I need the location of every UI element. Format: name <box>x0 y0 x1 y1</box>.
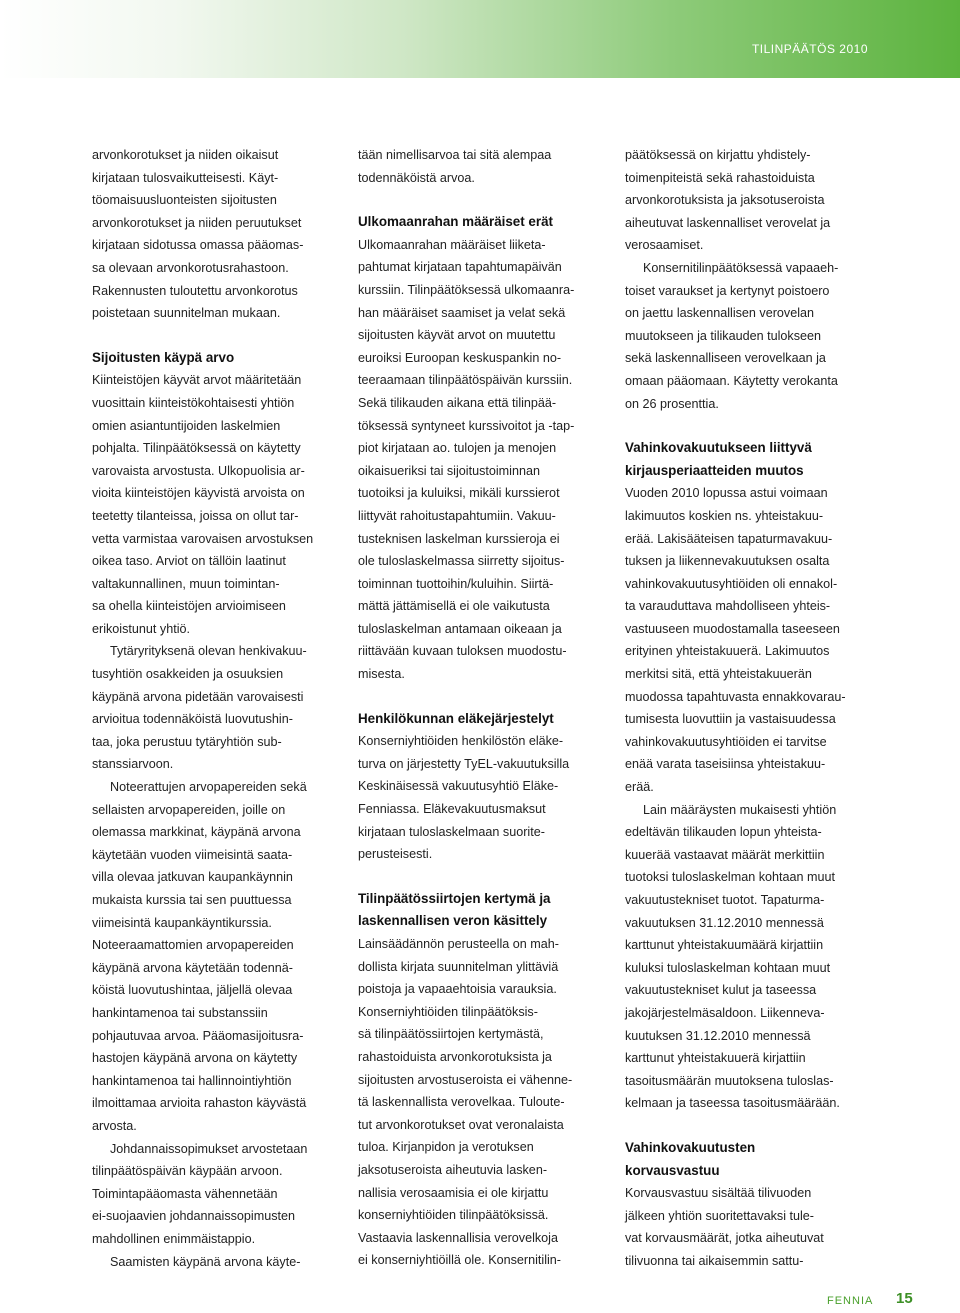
paragraph: Konserniyhtiöiden henkilöstön eläke- turva on järjestetty TyEL-vakuutuksilla Keskinäisessä vakuutusyhtiö Eläke- Fenniassa. Eläkevakuutusmaksut kirjataan tuloslaskelmaan suorite- perusteisesti. <box>358 734 570 862</box>
paragraph: Noteerattujen arvopapereiden sekä sellaisten arvopapereiden, joille on olemassa markkinat, käypänä arvona käytetään vuoden viimeisintä saata- villa olevaa jatkuvan kaupankäynnin mukaista kurssia tai sen puuttuessa viimeisintä kaupankäyntikurssia. Noteeraamattomien arvopapereiden käypänä arvona käytetään todennä- köistä luovutushintaa, jäljellä olevaa hankintamenoa tai substanssiin pohjautuvaa arvoa. Pääomasijoitusra- hastojen käypänä arvona on käytetty hankintamenoa tai hallinnointiyhtiön ilmoittamaa arvioita rahaston käyvästä arvosta. <box>92 780 307 1133</box>
text-column-3 <box>625 144 875 1273</box>
paragraph: Tytäryrityksenä olevan henkivakuu- tusyhtiön osakkeiden ja osuuksien käypänä arvona pidetään varovaisesti arvioitua todennäköistä luovutushin- taa, joka perustuu tytäryhtiön sub- stanssiarvoon. <box>92 644 307 772</box>
footer-brand: FENNIA <box>827 1295 874 1307</box>
paragraph: Saamisten käypänä arvona käyte- <box>110 1254 301 1269</box>
section-heading: Tilinpäätössiirtojen kertymä ja laskennallisen veron käsittely <box>358 890 551 929</box>
paragraph: Vuoden 2010 lopussa astui voimaan lakimuutos koskien ns. yhteistakuu- erää. Lakisääteisen tapaturmavakuu- tuksen ja liikennevakuutuksen osalta vahinkovakuutusyhtiöiden oli ennakol- ta varauduttava mahdolliseen yhteis- vastuuseen muodostamalla taseeseen erityinen yhteistakuuerä. Lakimuutos merkitsi sitä, että yhteistakuuerän muodossa tapahtuvasta ennakkovarau- tumisesta luovuttiin ja vastaisuudessa vahinkovakuutusyhtiöiden ei tarvitse enää varata taseisiinsa yhteistakuu- erää. <box>625 486 846 795</box>
paragraph: Konsernitilinpäätöksessä vapaaeh- toiset varaukset ja kertynyt poistoero on jaettu laskennallisen verovelan muutokseen ja tilikauden tulokseen sekä laskennalliseen verovelkaan ja omaan pääomaan. Käytetty verokanta on 26 prosenttia. <box>625 260 839 411</box>
header-band <box>0 0 960 78</box>
paragraph: Kiinteistöjen käyvät arvot määritetään vuosittain kiinteistökohtaisesti yhtiön omien asiantuntijoiden laskelmien pohjalta. Tilinpäätöksessä on käytetty varovaista arvostusta. Ulkopuolisia ar- vioita kiinteistöjen käyvistä arvoista on teetetty tilanteissa, joissa on ollut tar- vetta varmistaa varovaisen arvostuksen oikea taso. Arviot on tällöin laatinut valtakunnallinen, muun toimintan- sa ohella kiinteistöjen arvioimiseen erikoistunut yhtiö. <box>92 373 314 636</box>
paragraph: Lain määräysten mukaisesti yhtiön edeltävän tilikauden lopun yhteista- kuuerää vastaavat määrät merkittiin tuotoksi tuloslaskelman kohtaan muut vakuutustekniset tuotot. Tapaturma- vakuutuksen 31.12.2010 mennessä karttunut yhteistakuumäärä kirjattiin kuluksi tuloslaskelman kohtaan muut vakuutustekniset kulut ja taseessa jakojärjestelmäsaldoon. Liikenneva- kuutuksen 31.12.2010 mennessä karttunut yhteistakuuerä kirjattiin tasoitusmäärän muutoksena tuloslas- kelmaan ja taseessa tasoitusmäärään. <box>625 802 840 1111</box>
paragraph: Lainsäädännön perusteella on mah- dollista kirjata suunnitelman ylittäviä poistoja ja vapaaehtoisia varauksia. Konserniyhtiöiden tilinpäätöksis- sä tilinpäätössiirtojen kertymästä, rahastoiduista arvonkorotuksista ja sijoitusten arvostuseroista ei vähenne- tä laskennallista verovelkaa. Tuloute- tut arvonkorotukset ovat veronalaista tuloa. Kirjanpidon ja verotuksen jaksotuseroista aiheutuvia lasken- nallisia verosaamisia ei ole kirjattu konserniyhtiöiden tilinpäätöksissä. Vastaavia laskennallisia verovelkoja ei konserniyhtiöillä ole. Konsernitilin- <box>358 937 573 1268</box>
section-heading: Ulkomaanrahan määräiset erät <box>358 214 554 230</box>
paragraph: Ulkomaanrahan määräiset liiketa- pahtumat kirjataan tapahtumapäivän kurssiin. Tilinpäätöksessä ulkomaanra- han määräiset saamiset ja velat sekä sijoitusten käyvät arvot on muutettu euroiksi Euroopan keskuspankin no- teeraamaan tilinpäätöspäivän kurssiin. Sekä tilikauden aikana että tilinpää- töksessä syntyneet kurssivoitot ja -tap- piot kirjataan ao. tulojen ja menojen oikaisueriksi tai sijoitustoiminnan tuotoiksi ja kuluiksi, mikäli kurssierot liittyvät rahoitustapahtumiin. Vakuu- tusteknisen laskelman kurssieroja ei ole tuloslaskelmassa siirretty sijoitus- toiminnan tuottoihin/kuluihin. Siirtä- mättä jättämisellä ei ole vaikutusta tuloslaskelman antamaan oikeaan ja riittävään kuvaan tuloksen muodostu- misesta. <box>358 237 575 682</box>
paragraph: tään nimellisarvoa tai sitä alempaa todennäköistä arvoa. <box>358 148 552 185</box>
section-heading: Sijoitusten käypä arvo <box>92 349 235 365</box>
text-column-1 <box>92 144 342 1273</box>
paragraph: Korvausvastuu sisältää tilivuoden jälkeen yhtiön suoritettavaksi tule- vat korvausmäärät, jotka aiheutuvat tilivuonna tai aikaisemmin sattu- <box>625 1186 824 1268</box>
paragraph: Johdannaissopimukset arvostetaan tilinpäätöspäivän käypään arvoon. Toimintapääomasta vähennetään ei-suojaavien johdannaissopimusten mahdollinen enimmäistappio. <box>92 1141 308 1246</box>
text-column-2 <box>358 144 608 1272</box>
section-heading: Vahinkovakuutukseen liittyvä kirjausperiaatteiden muutos <box>625 440 812 478</box>
report-title: TILINPÄÄTÖS 2010 <box>751 42 868 56</box>
page-number: 15 <box>896 1290 913 1307</box>
paragraph: päätöksessä on kirjattu yhdistely- toimenpiteistä sekä rahastoiduista arvonkorotuksista ja jaksotuseroista aiheutuvat laskennalliset verovelat ja verosaamiset. <box>625 148 831 253</box>
paragraph: arvonkorotukset ja niiden oikaisut kirjataan tulosvaikutteisesti. Käyt- töomaisuusluonteisten sijoitusten arvonkorotukset ja niiden peruutukset kirjataan sidotussa omassa pääomas- sa olevaan arvonkorotusrahastoon. Rakennusten tuloutettu arvonkorotus poistetaan suunnitelman mukaan. <box>92 148 304 321</box>
section-heading: Vahinkovakuutusten korvausvastuu <box>625 1139 756 1178</box>
section-heading: Henkilökunnan eläkejärjestelyt <box>358 710 554 726</box>
